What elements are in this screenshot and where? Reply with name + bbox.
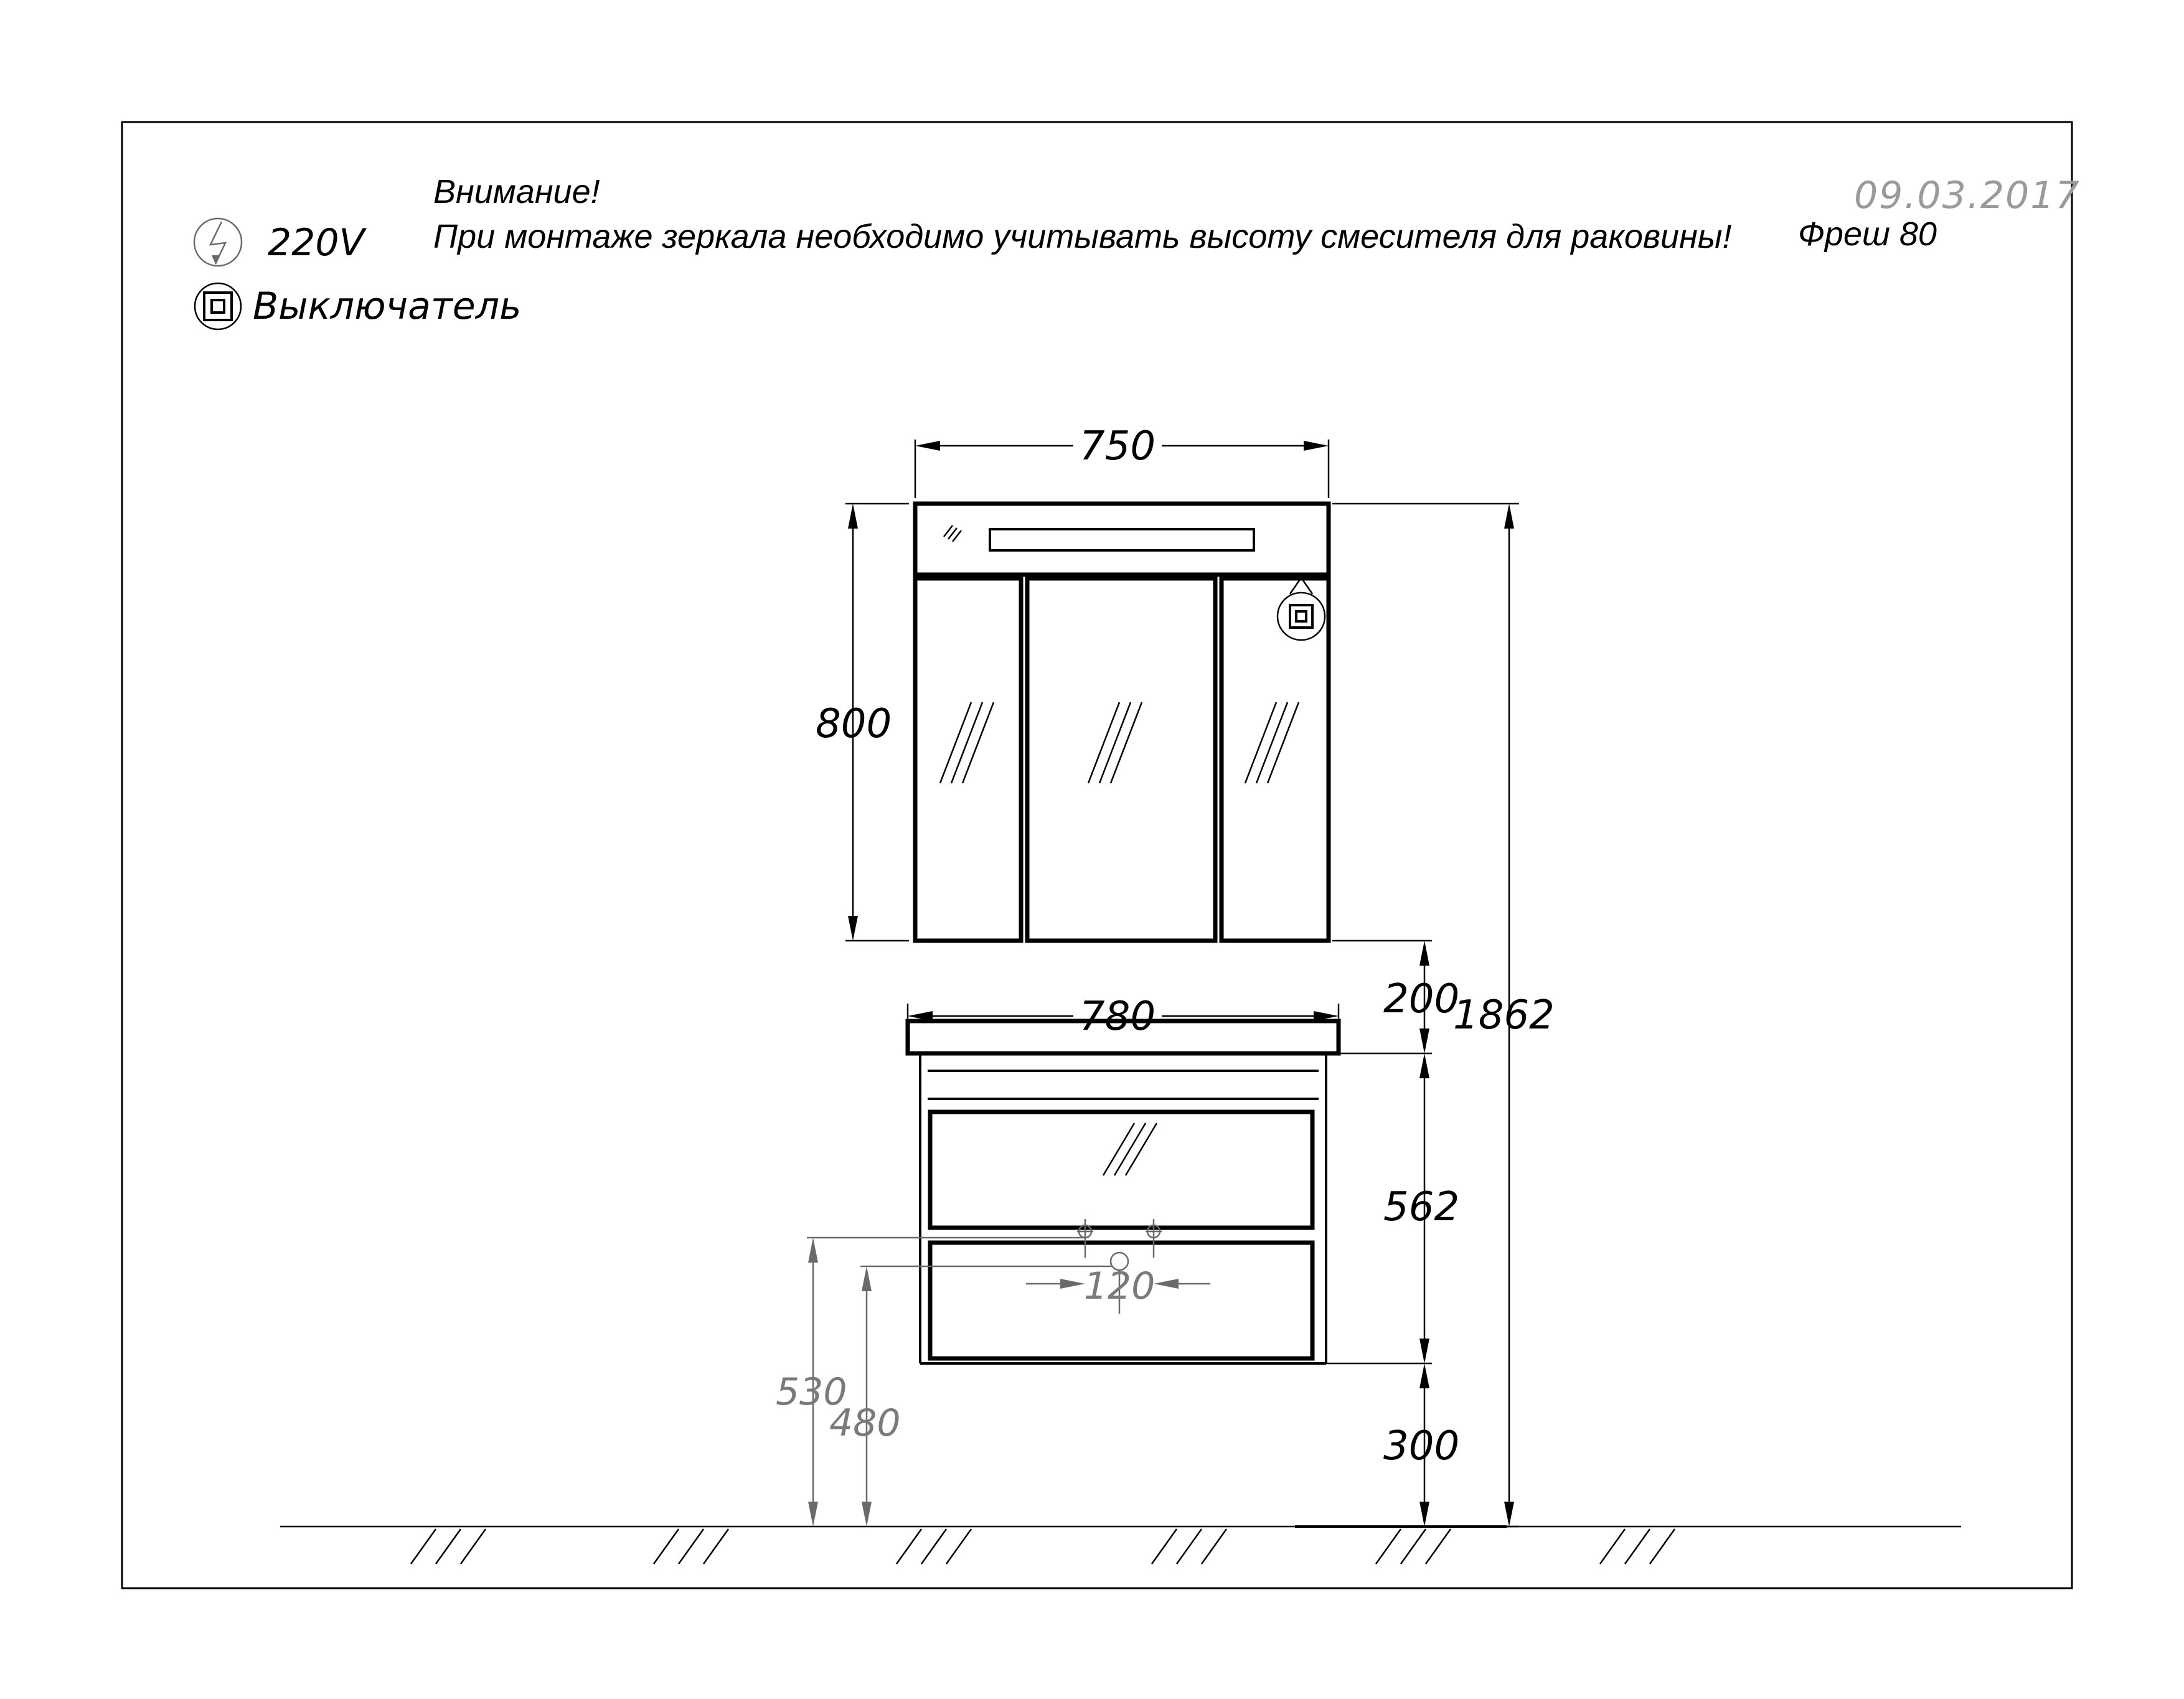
voltage-label: 220V xyxy=(268,221,365,265)
dimension-chain-right xyxy=(1326,941,1459,1527)
mirror-cabinet xyxy=(915,504,1329,941)
warning-title: Внимание! xyxy=(433,173,600,210)
dim-530: 530 xyxy=(776,1370,847,1414)
dimension-480 xyxy=(829,1266,1112,1527)
dimension-mirror-width xyxy=(915,423,1329,498)
switch-icon xyxy=(195,283,241,329)
dim-300: 300 xyxy=(1383,1423,1460,1469)
dim-800: 800 xyxy=(816,701,892,747)
dim-562: 562 xyxy=(1383,1184,1460,1230)
dimension-mixer-spacing xyxy=(1026,1264,1210,1308)
dim-780: 780 xyxy=(1079,994,1156,1040)
dim-120: 120 xyxy=(1083,1264,1156,1308)
dim-1862: 1862 xyxy=(1453,992,1555,1038)
dim-200: 200 xyxy=(1383,976,1460,1022)
dim-750: 750 xyxy=(1079,423,1156,469)
sheet-frame xyxy=(122,122,2072,1588)
cabinet-switch-icon xyxy=(1278,578,1325,640)
model-name: Фреш 80 xyxy=(1798,215,1937,253)
sink-cabinet xyxy=(908,1021,1339,1363)
dim-480: 480 xyxy=(829,1401,901,1445)
switch-label: Выключатель xyxy=(253,285,522,328)
date-stamp: 09.03.2017 xyxy=(1854,174,2081,217)
dimension-sink-width xyxy=(908,994,1339,1040)
lightning-icon xyxy=(194,219,242,266)
dimension-mirror-height xyxy=(816,504,909,941)
warning-text: При монтаже зеркала необходимо учитывать высоту смесителя для раковины! xyxy=(433,218,1732,255)
floor-line xyxy=(280,1527,1961,1564)
